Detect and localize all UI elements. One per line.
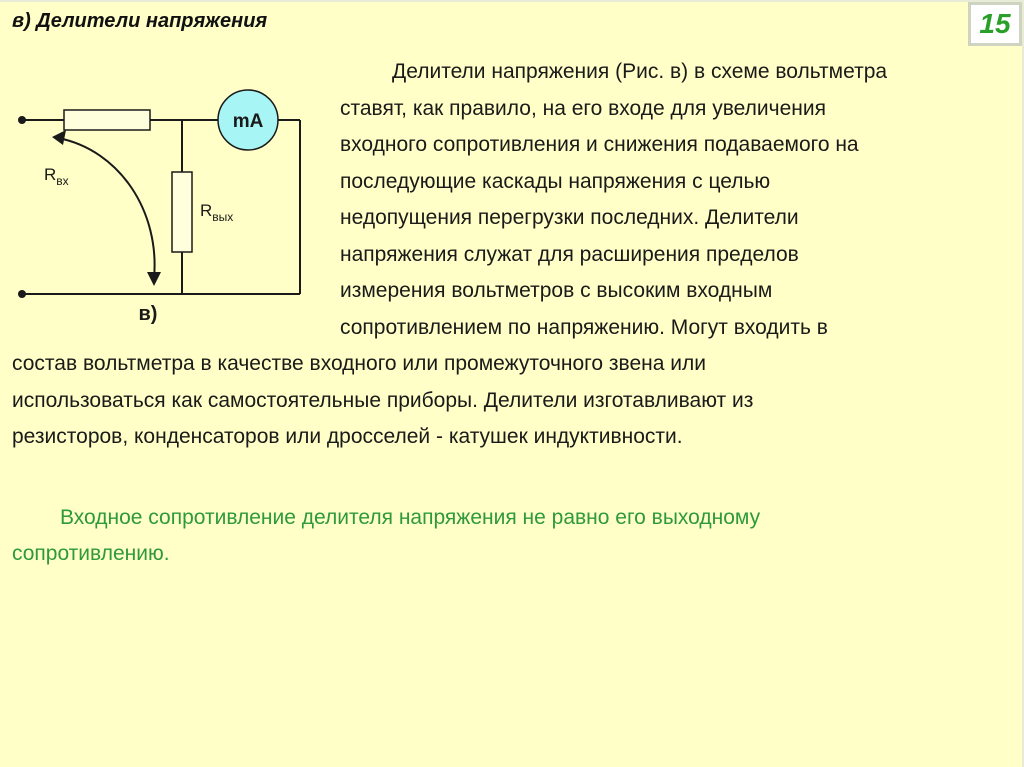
paragraph-line: использоваться как самостоятельные приборы. Делители изготавливают из [12,388,754,412]
paragraph-line: недопущения перегрузки последних. Делители [340,206,799,229]
paragraph-line: ставят, как правило, на его входе для увеличения [340,96,826,120]
paragraph-line: сопротивлением по напряжению. Могут входить в [340,315,828,339]
highlight-paragraph [12,500,760,572]
diagram-caption: в) [138,303,158,325]
r-out-label: $R_{вых}$ [200,201,234,224]
slide-number-badge: 15 [968,2,1022,46]
paragraph-line: напряжения служат для расширения пределов [340,242,799,266]
slide-heading: в) Делители напряжения [12,10,268,32]
paragraph-line: состав вольтметра в качестве входного или промежуточного звена или [12,352,706,375]
meter-label: mA [232,111,264,132]
paragraph-line: Делители напряжения (Рис. в) в схеме вольтметра [392,60,888,83]
main-paragraph [12,54,887,456]
paragraph-line: измерения вольтметров с высоким входным [340,279,773,302]
r-in-label: $R_{вх}$ [44,165,69,188]
highlight-line: сопротивлению. [12,542,170,565]
paragraph-line: резисторов, конденсаторов или дросселей - катушек индуктивности. [12,425,683,448]
highlight-line: Входное сопротивление делителя напряжения не равно его выходному [60,506,761,529]
paragraph-line: последующие каскады напряжения с целью [340,169,771,193]
paragraph-line: входного сопротивления и снижения подаваемого на [340,133,859,156]
